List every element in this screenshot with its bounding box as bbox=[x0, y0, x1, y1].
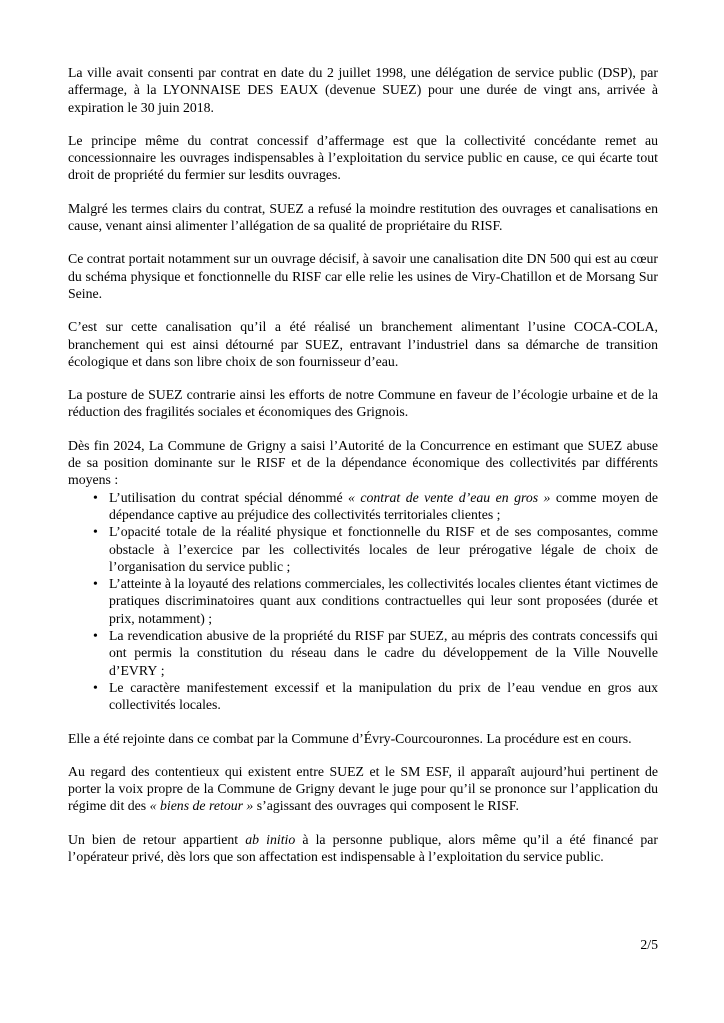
list-item-text: L’opacité totale de la réalité physique et fonctionnelle du RISF et de ses composantes, comme obstacle à l’exercice par les collectivités locales de leur prérogative légale de choix de l’organisation du service public ; bbox=[109, 524, 658, 574]
bullet-list bbox=[68, 489, 658, 714]
list-item-revendication bbox=[68, 627, 658, 679]
paragraph-affermage-principle: Le principe même du contrat concessif d’affermage est que la collectivité concédante remet au concessionnaire les ouvrages indispensables à l’exploitation du service public en cause, ce qui écarte tout droit de propriété du fermier sur lesdits ouvrages. bbox=[68, 132, 658, 183]
document-body bbox=[68, 64, 658, 881]
paragraph-dsp-contract: La ville avait consenti par contrat en date du 2 juillet 1998, une délégation de service public (DSP), par affermage, à la LYONNAISE DES EAUX (devenue SUEZ) pour une durée de vingt ans, arrivée à expiration le 30 juin 2018. bbox=[68, 65, 658, 115]
paragraph-autorite-concurrence-intro: Dès fin 2024, La Commune de Grigny a saisi l’Autorité de la Concurrence en estimant que SUEZ abuse de sa position dominante sur le RISF et de la dépendance économique des collectivités par différents moyens : bbox=[68, 437, 658, 488]
paragraph-text: Au regard des contentieux qui existent entre SUEZ et le SM ESF, il apparaît aujourd’hui pertinent de porter la voix propre de la Commune de Grigny devant le juge pour qu’il se prononce sur l’application du régime dit des bbox=[68, 763, 658, 814]
paragraph-dn500: Ce contrat portait notamment sur un ouvrage décisif, à savoir une canalisation dite DN 500 qui est au cœur du schéma physique et fonctionnelle du RISF car elle relie les usines de Viry-Chatillon et de Morsang Sur Seine. bbox=[68, 251, 658, 301]
page-number: 2/5 bbox=[640, 937, 658, 952]
bullet-icon: • bbox=[93, 628, 98, 644]
list-item-prix-excessif bbox=[68, 679, 658, 714]
paragraph-text-italic: ab initio bbox=[245, 831, 296, 847]
list-item-text: La revendication abusive de la propriété du RISF par SUEZ, au mépris des contrats concessifs qui ont permis la constitution du réseau dans le cadre du développement de la Ville Nouvelle d’EVRY ; bbox=[109, 628, 658, 678]
list-item-loyaute bbox=[68, 575, 658, 627]
list-item-text: L’atteinte à la loyauté des relations commerciales, les collectivités locales clientes étant victimes de pratiques discriminatoires quant aux conditions contractuelles qui leur sont proposées (durée et prix, notamment) ; bbox=[109, 576, 658, 626]
paragraph-suez-refusal: Malgré les termes clairs du contrat, SUEZ a refusé la moindre restitution des ouvrages et canalisations en cause, venant ainsi alimenter l’allégation de sa qualité de propriétaire du RISF. bbox=[68, 200, 658, 234]
paragraph-text: Un bien de retour appartient bbox=[68, 831, 246, 847]
paragraph-text: à la personne publique, alors même qu’il a été financé par l’opérateur privé, dès lors que son affectation est indispensable à l’exploitation du service public. bbox=[68, 831, 658, 864]
paragraph-ab-initio bbox=[68, 831, 658, 866]
paragraph-text: s’agissant des ouvrages qui composent le RISF. bbox=[253, 798, 519, 814]
list-item-text: L’utilisation du contrat spécial dénommé bbox=[109, 489, 349, 505]
paragraph-biens-de-retour bbox=[68, 763, 658, 815]
paragraph-posture-suez: La posture de SUEZ contrarie ainsi les efforts de notre Commune en faveur de l’écologie urbaine et de la réduction des fragilités sociales et économiques des Grignois. bbox=[68, 387, 658, 420]
list-item-text: Le caractère manifestement excessif et la manipulation du prix de l’eau vendue en gros aux collectivités locales. bbox=[109, 679, 658, 713]
paragraph-coca-cola: C’est sur cette canalisation qu’il a été réalisé un branchement alimentant l’usine COCA-COLA, branchement qui est ainsi détourné par SUEZ, entravant l’industriel dans sa démarche de transition écologique et dans son libre choix de son fournisseur d’eau. bbox=[68, 319, 658, 369]
bullet-icon: • bbox=[93, 679, 98, 695]
list-item-text: comme moyen de dépendance captive au préjudice des collectivités territoriales clientes ; bbox=[109, 489, 658, 522]
bullet-icon: • bbox=[93, 489, 98, 505]
list-item-contrat-vente-eau bbox=[68, 489, 658, 524]
bullet-icon: • bbox=[93, 576, 98, 592]
bullet-icon: • bbox=[93, 524, 98, 540]
list-item-opacite bbox=[68, 523, 658, 575]
paragraph-evry-courcouronnes: Elle a été rejointe dans ce combat par la Commune d’Évry-Courcouronnes. La procédure est en cours. bbox=[68, 730, 632, 746]
list-item-text-italic: « contrat de vente d’eau en gros » bbox=[348, 489, 551, 505]
paragraph-text-italic: « biens de retour » bbox=[149, 798, 254, 814]
